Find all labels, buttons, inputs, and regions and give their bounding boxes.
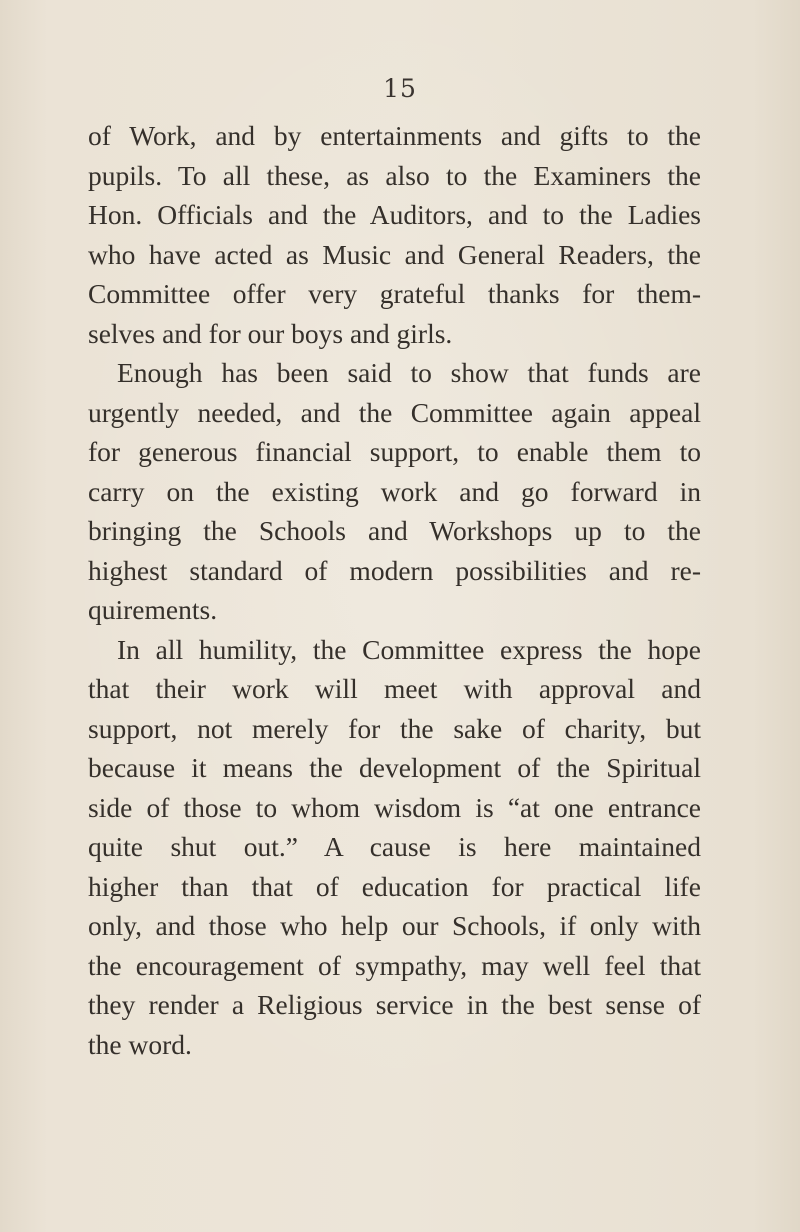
text-line: because it means the development of the Spiritual xyxy=(88,752,701,783)
text-line: Committee offer very grateful thanks for them- xyxy=(88,278,701,309)
text-line: In all humility, the Committee express the hope xyxy=(117,633,701,665)
text-line: quirements. xyxy=(88,594,218,625)
text-line: the encouragement of sympathy, may well feel that xyxy=(88,949,701,981)
text-line: selves and for our boys and girls. xyxy=(88,317,453,349)
text-line: for generous financial support, to enable them to xyxy=(88,436,701,467)
text-line: quite shut out.” A cause is here maintained xyxy=(88,831,701,862)
text-line: highest standard of modern possibilities and re- xyxy=(88,554,701,586)
text-line: Hon. Officials and the Auditors, and to the Ladies xyxy=(88,199,701,230)
page-number: 15 xyxy=(383,74,417,103)
text-line: who have acted as Music and General Readers, the xyxy=(88,238,701,270)
text-line: the word. xyxy=(88,1028,192,1060)
text-line: higher than that of education for practical life xyxy=(88,870,701,902)
text-line: Enough has been said to show that funds are xyxy=(117,357,701,388)
text-line: that their work will meet with approval and xyxy=(88,673,701,704)
text-line: only, and those who help our Schools, if only with xyxy=(88,910,701,941)
text-line: carry on the existing work and go forward in xyxy=(88,475,701,507)
text-line: they render a Religious service in the best sense of xyxy=(88,989,701,1020)
text-line: bringing the Schools and Workshops up to the xyxy=(88,515,701,546)
text-line: side of those to whom wisdom is “at one entrance xyxy=(88,791,701,823)
body-text xyxy=(88,116,701,1064)
text-line: of Work, and by entertainments and gifts to the xyxy=(88,120,701,151)
text-line: urgently needed, and the Committee again appeal xyxy=(88,396,701,428)
text-line: support, not merely for the sake of charity, but xyxy=(88,712,701,744)
text-line: pupils. To all these, as also to the Examiners the xyxy=(88,159,701,191)
